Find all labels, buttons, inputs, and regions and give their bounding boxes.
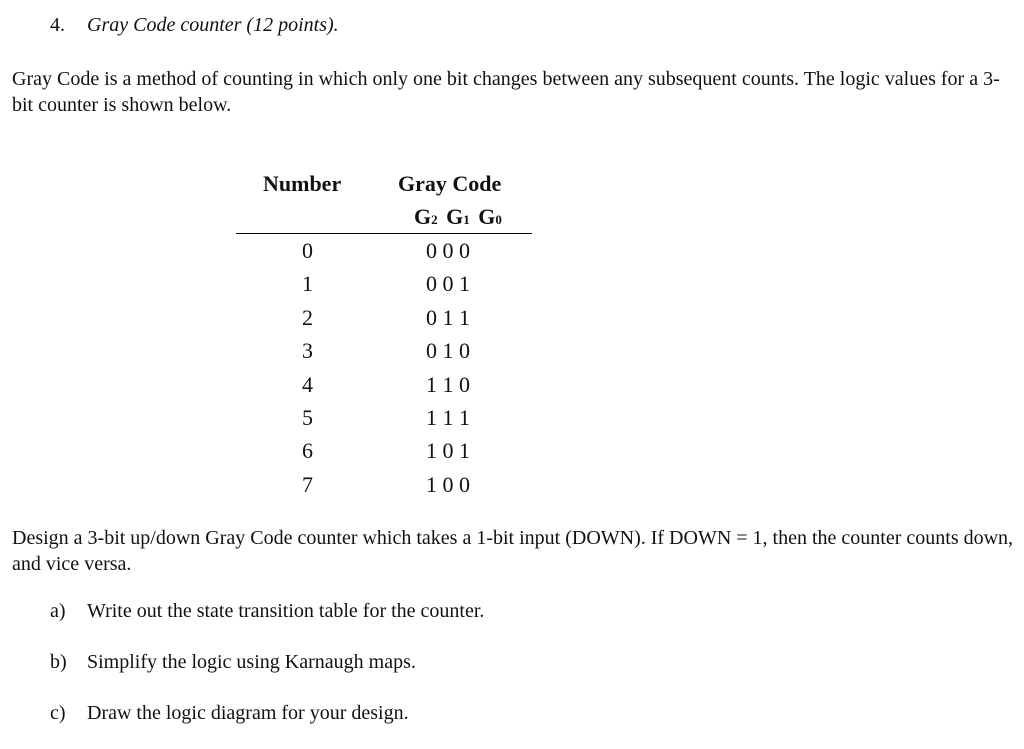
bit-subscript: 2	[431, 212, 438, 227]
header-rule	[236, 233, 532, 234]
row-gray-code: 1 1 0	[426, 371, 470, 397]
table-row	[236, 335, 532, 368]
column-header-gray-code: Gray Code	[398, 171, 502, 196]
row-gray-code: 0 1 0	[426, 338, 470, 364]
row-gray-code: 1 1 1	[426, 404, 470, 430]
table-row	[236, 369, 532, 402]
bit-letter: G	[446, 204, 464, 229]
bit-headers	[414, 204, 505, 230]
bit-letter: G	[414, 204, 432, 229]
sub-question-text: Simplify the logic using Karnaugh maps.	[87, 651, 416, 673]
sub-question-c	[50, 702, 409, 725]
sub-question-letter: c)	[50, 702, 66, 724]
sub-question-letter: b)	[50, 651, 67, 673]
row-gray-code: 0 1 1	[426, 304, 470, 330]
intro-paragraph: Gray Code is a method of counting in which only one bit changes between any subsequent counts. The logic values for a 3-bit counter is shown below.	[12, 68, 1000, 116]
row-number: 3	[302, 338, 313, 364]
row-number: 5	[302, 404, 313, 430]
row-gray-code: 0 0 1	[426, 271, 470, 297]
row-gray-code: 1 0 0	[426, 471, 470, 497]
table-row	[236, 435, 532, 468]
bit-subscript: 0	[495, 212, 502, 227]
table-row	[236, 235, 532, 268]
bit-header-g1	[446, 204, 470, 229]
sub-question-a	[50, 600, 484, 623]
bit-header-g0	[478, 204, 502, 229]
bit-letter: G	[478, 204, 496, 229]
bit-subscript: 1	[463, 212, 470, 227]
table-row	[236, 469, 532, 502]
design-paragraph: Design a 3-bit up/down Gray Code counter which takes a 1-bit input (DOWN). If DOWN = 1, then the counter counts down, and vice versa.	[12, 527, 1014, 575]
row-number: 4	[302, 371, 313, 397]
question-heading	[50, 14, 339, 37]
row-gray-code: 0 0 0	[426, 238, 470, 263]
question-number: 4.	[50, 14, 65, 36]
table-body	[236, 235, 532, 502]
sub-question-text: Draw the logic diagram for your design.	[87, 702, 409, 724]
bit-header-g2	[414, 204, 438, 229]
sub-question-letter: a)	[50, 600, 66, 622]
sub-question-b	[50, 651, 416, 674]
row-number: 6	[302, 438, 313, 464]
row-number: 2	[302, 304, 313, 330]
table-row	[236, 402, 532, 435]
question-title: Gray Code counter (12 points).	[87, 14, 339, 36]
row-number: 1	[302, 271, 313, 297]
row-number: 7	[302, 471, 313, 497]
row-number: 0	[302, 238, 313, 263]
column-header-number: Number	[263, 171, 342, 196]
row-gray-code: 1 0 1	[426, 438, 470, 464]
table-row	[236, 302, 532, 335]
sub-question-text: Write out the state transition table for the counter.	[87, 600, 485, 622]
table-row	[236, 268, 532, 301]
